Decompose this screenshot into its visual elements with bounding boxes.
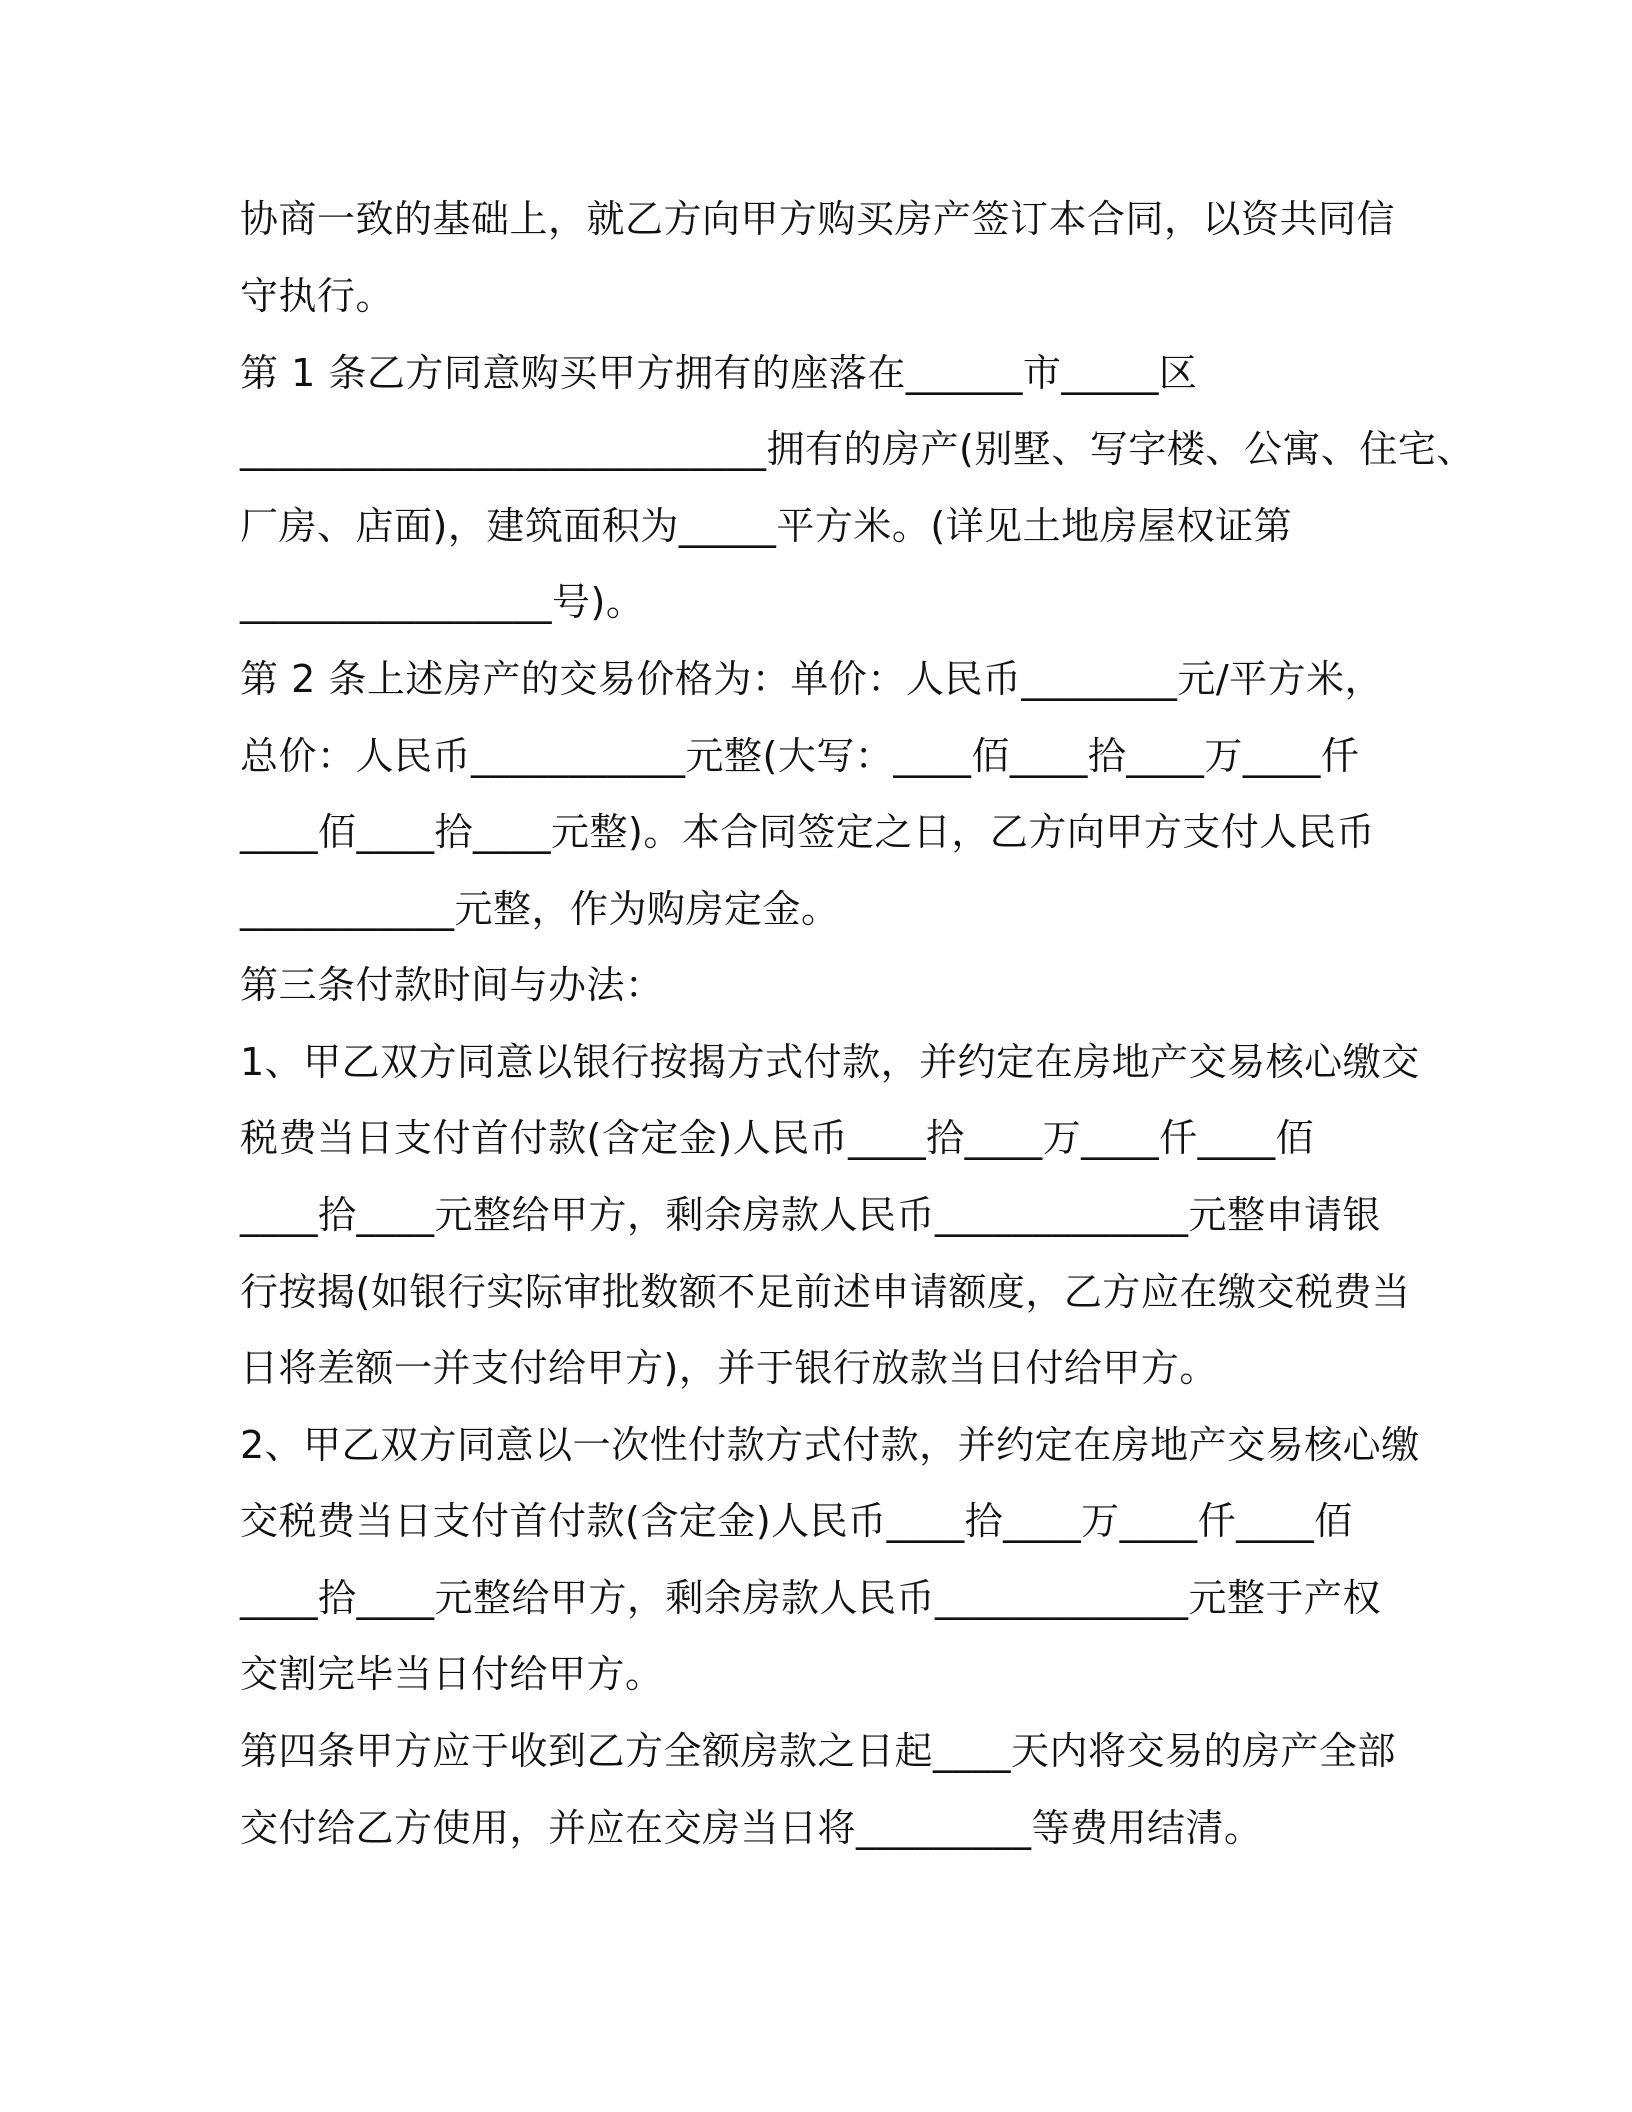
clause-1-line: 第 1 条乙方同意购买甲方拥有的座落在______市_____区 <box>240 351 1198 395</box>
clause-1-line: ___________________________拥有的房产(别墅、写字楼、公寓、住宅、 <box>240 427 1475 471</box>
clause-4-line: 第四条甲方应于收到乙方全额房款之日起____天内将交易的房产全部 <box>240 1729 1397 1773</box>
clause-3-item-1-line: 税费当日支付首付款(含定金)人民币____拾____万____仟____佰 <box>240 1116 1315 1160</box>
paragraph-line: 守执行。 <box>240 274 395 318</box>
clause-2-line: ____佰____拾____元整)。本合同签定之日，乙方向甲方支付人民币 <box>240 810 1375 854</box>
paragraph-line: 协商一致的基础上，就乙方向甲方购买房产签订本合同，以资共同信 <box>240 197 1396 241</box>
clause-3-item-2-line: 2、甲乙双方同意以一次性付款方式付款，并约定在房地产交易核心缴 <box>240 1423 1420 1467</box>
clause-2-line: 总价：人民币___________元整(大写：____佰____拾____万____仟 <box>240 734 1360 778</box>
clause-3-item-2-line: ____拾____元整给甲方，剩余房款人民币_____________元整于产权 <box>240 1576 1382 1620</box>
clause-2-line: 第 2 条上述房产的交易价格为：单价：人民币________元/平方米， <box>240 657 1384 701</box>
clause-3-item-1-line: 行按揭(如银行实际审批数额不足前述申请额度，乙方应在缴交税费当 <box>240 1270 1411 1314</box>
clause-2-line: ___________元整，作为购房定金。 <box>240 887 840 931</box>
clause-4-line: 交付给乙方使用，并应在交房当日将_________等费用结清。 <box>240 1806 1263 1850</box>
clause-3-item-2-line: 交税费当日支付首付款(含定金)人民币____拾____万____仟____佰 <box>240 1499 1353 1543</box>
clause-1-line: ________________号)。 <box>240 580 645 624</box>
clause-3-item-2-line: 交割完毕当日付给甲方。 <box>240 1652 664 1696</box>
clause-3-item-1-line: 1、甲乙双方同意以银行按揭方式付款，并约定在房地产交易核心缴交 <box>240 1040 1420 1084</box>
clause-1-line: 厂房、店面)，建筑面积为_____平方米。(详见土地房屋权证第 <box>240 504 1293 548</box>
clause-3-heading: 第三条付款时间与办法： <box>240 963 664 1007</box>
clause-3-item-1-line: 日将差额一并支付给甲方)，并于银行放款当日付给甲方。 <box>240 1346 1218 1390</box>
clause-3-item-1-line: ____拾____元整给甲方，剩余房款人民币_____________元整申请银 <box>240 1193 1382 1237</box>
